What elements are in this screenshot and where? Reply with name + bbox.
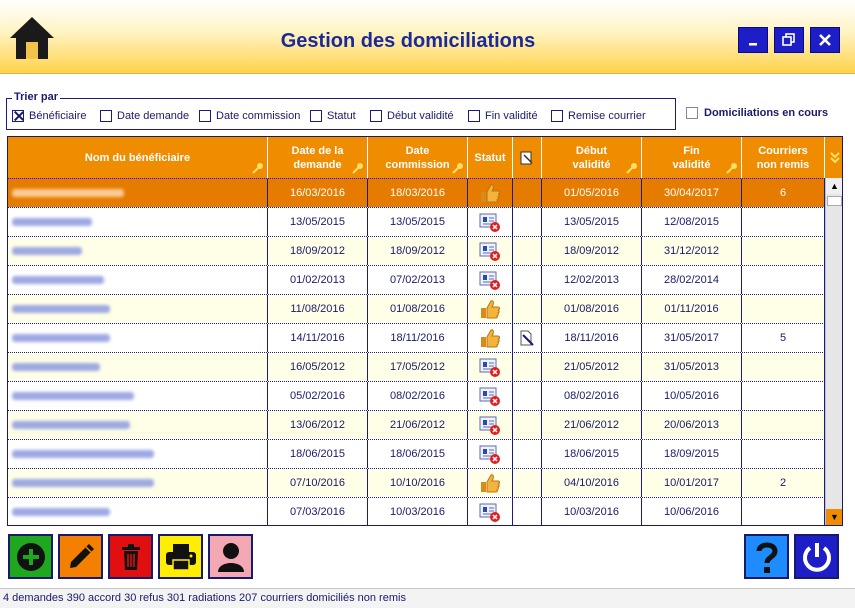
cell-date-demande: 18/09/2012 bbox=[268, 237, 368, 265]
cell-name-redacted bbox=[8, 411, 268, 439]
close-button[interactable] bbox=[810, 27, 840, 53]
col-header-courriers[interactable]: Courriers non remis bbox=[742, 137, 825, 178]
note-cell bbox=[513, 208, 542, 236]
cell-date-demande: 07/10/2016 bbox=[268, 469, 368, 497]
cell-courriers: 2 bbox=[742, 469, 825, 497]
cell-fin: 31/05/2013 bbox=[642, 353, 742, 381]
table-row[interactable] bbox=[8, 265, 825, 294]
cell-name-redacted bbox=[8, 440, 268, 468]
cell-fin: 10/05/2016 bbox=[642, 382, 742, 410]
note-cell bbox=[513, 498, 542, 526]
radiation-icon bbox=[468, 353, 513, 381]
cell-debut: 21/05/2012 bbox=[542, 353, 642, 381]
cell-name-redacted bbox=[8, 469, 268, 497]
cell-name-redacted bbox=[8, 324, 268, 352]
cell-name-redacted bbox=[8, 498, 268, 526]
cell-courriers: 6 bbox=[742, 179, 825, 207]
cell-date-demande: 07/03/2016 bbox=[268, 498, 368, 526]
col-header-statut[interactable]: Statut bbox=[468, 137, 513, 178]
cell-date-commission: 08/02/2016 bbox=[368, 382, 468, 410]
radiation-icon bbox=[468, 440, 513, 468]
cell-debut: 21/06/2012 bbox=[542, 411, 642, 439]
table-row[interactable] bbox=[8, 439, 825, 468]
note-cell bbox=[513, 324, 542, 352]
cell-date-demande: 14/11/2016 bbox=[268, 324, 368, 352]
checkbox[interactable] bbox=[551, 110, 563, 122]
table-row[interactable] bbox=[8, 294, 825, 323]
checkbox[interactable] bbox=[686, 107, 698, 119]
cell-fin: 30/04/2017 bbox=[642, 179, 742, 207]
cell-name-redacted bbox=[8, 295, 268, 323]
cell-debut: 18/06/2015 bbox=[542, 440, 642, 468]
cell-date-commission: 10/03/2016 bbox=[368, 498, 468, 526]
radiation-icon bbox=[468, 411, 513, 439]
table-row[interactable] bbox=[8, 207, 825, 236]
cell-debut: 08/02/2016 bbox=[542, 382, 642, 410]
cell-fin: 10/01/2017 bbox=[642, 469, 742, 497]
sort-option-date-commission[interactable]: Date commission bbox=[199, 110, 300, 122]
minimize-button[interactable] bbox=[738, 27, 768, 53]
cell-date-demande: 05/02/2016 bbox=[268, 382, 368, 410]
cell-debut: 04/10/2016 bbox=[542, 469, 642, 497]
thumbs-up-icon bbox=[468, 179, 513, 207]
domiciliations-table bbox=[7, 136, 843, 526]
thumbs-up-icon bbox=[468, 469, 513, 497]
key-icon bbox=[352, 162, 364, 174]
sort-option-debut-validite[interactable]: Début validité bbox=[370, 110, 454, 122]
cell-date-commission: 10/10/2016 bbox=[368, 469, 468, 497]
cell-date-commission: 07/02/2013 bbox=[368, 266, 468, 294]
cell-debut: 01/08/2016 bbox=[542, 295, 642, 323]
cell-date-demande: 18/06/2015 bbox=[268, 440, 368, 468]
cell-courriers bbox=[742, 382, 825, 410]
note-cell bbox=[513, 469, 542, 497]
checkbox[interactable] bbox=[100, 110, 112, 122]
vertical-scrollbar[interactable] bbox=[825, 178, 843, 526]
print-button[interactable] bbox=[158, 534, 203, 579]
checkbox[interactable] bbox=[12, 110, 24, 122]
col-header-name[interactable]: Nom du bénéficiaire bbox=[8, 137, 268, 178]
scroll-thumb[interactable] bbox=[827, 196, 842, 206]
table-row[interactable] bbox=[8, 352, 825, 381]
cell-courriers bbox=[742, 237, 825, 265]
table-row[interactable] bbox=[8, 497, 825, 526]
cell-date-demande: 16/03/2016 bbox=[268, 179, 368, 207]
cell-date-commission: 18/11/2016 bbox=[368, 324, 468, 352]
cell-courriers bbox=[742, 208, 825, 236]
pencil-icon bbox=[65, 541, 97, 573]
col-header-date-demande[interactable]: Date de la demande bbox=[268, 137, 368, 178]
cell-date-demande: 16/05/2012 bbox=[268, 353, 368, 381]
cell-date-demande: 13/06/2012 bbox=[268, 411, 368, 439]
col-header-fin[interactable]: Fin validité bbox=[642, 137, 742, 178]
cell-debut: 13/05/2015 bbox=[542, 208, 642, 236]
cell-fin: 31/05/2017 bbox=[642, 324, 742, 352]
restore-icon bbox=[781, 32, 797, 48]
cell-courriers: 5 bbox=[742, 324, 825, 352]
radiation-icon bbox=[468, 382, 513, 410]
column-menu-icon[interactable] bbox=[825, 137, 843, 178]
power-icon bbox=[800, 540, 834, 574]
printer-icon bbox=[164, 541, 198, 573]
cell-date-demande: 13/05/2015 bbox=[268, 208, 368, 236]
checkbox[interactable] bbox=[370, 110, 382, 122]
cell-date-demande: 01/02/2013 bbox=[268, 266, 368, 294]
note-cell bbox=[513, 266, 542, 294]
radiation-icon bbox=[468, 237, 513, 265]
scroll-up-button[interactable]: ▲ bbox=[826, 178, 843, 194]
cell-date-demande: 11/08/2016 bbox=[268, 295, 368, 323]
cell-name-redacted bbox=[8, 353, 268, 381]
cell-courriers bbox=[742, 498, 825, 526]
cell-date-commission: 21/06/2012 bbox=[368, 411, 468, 439]
cell-fin: 31/12/2012 bbox=[642, 237, 742, 265]
note-cell bbox=[513, 411, 542, 439]
cell-date-commission: 18/09/2012 bbox=[368, 237, 468, 265]
person-icon bbox=[215, 540, 247, 574]
table-header bbox=[8, 137, 843, 178]
thumbs-up-icon bbox=[468, 295, 513, 323]
note-cell bbox=[513, 179, 542, 207]
restore-button[interactable] bbox=[774, 27, 804, 53]
radiation-icon bbox=[468, 266, 513, 294]
cell-courriers bbox=[742, 440, 825, 468]
beneficiary-button[interactable] bbox=[208, 534, 253, 579]
add-button[interactable] bbox=[8, 534, 53, 579]
plus-circle-icon bbox=[15, 541, 47, 573]
table-row[interactable] bbox=[8, 410, 825, 439]
cell-courriers bbox=[742, 411, 825, 439]
table-row[interactable] bbox=[8, 468, 825, 497]
note-cell bbox=[513, 237, 542, 265]
delete-button[interactable] bbox=[108, 534, 153, 579]
col-header-debut[interactable]: Début validité bbox=[542, 137, 642, 178]
checkbox[interactable] bbox=[310, 110, 322, 122]
close-icon bbox=[817, 32, 833, 48]
sort-option-fin-validite[interactable]: Fin validité bbox=[468, 110, 538, 122]
note-icon bbox=[518, 329, 536, 347]
key-icon bbox=[252, 162, 264, 174]
cell-name-redacted bbox=[8, 179, 268, 207]
cell-date-commission: 17/05/2012 bbox=[368, 353, 468, 381]
minimize-icon bbox=[746, 33, 760, 47]
cell-fin: 20/06/2013 bbox=[642, 411, 742, 439]
cell-fin: 18/09/2015 bbox=[642, 440, 742, 468]
checkbox[interactable] bbox=[468, 110, 480, 122]
power-button[interactable] bbox=[794, 534, 839, 579]
question-mark-icon bbox=[754, 540, 780, 574]
key-icon bbox=[726, 162, 738, 174]
trash-icon bbox=[115, 541, 147, 573]
thumbs-up-icon bbox=[468, 324, 513, 352]
cell-name-redacted bbox=[8, 237, 268, 265]
cell-name-redacted bbox=[8, 266, 268, 294]
scroll-down-button[interactable]: ▼ bbox=[826, 509, 843, 525]
cell-fin: 10/06/2016 bbox=[642, 498, 742, 526]
note-cell bbox=[513, 353, 542, 381]
cell-name-redacted bbox=[8, 382, 268, 410]
edit-button[interactable] bbox=[58, 534, 103, 579]
cell-courriers bbox=[742, 266, 825, 294]
cell-date-commission: 18/03/2016 bbox=[368, 179, 468, 207]
cell-debut: 18/09/2012 bbox=[542, 237, 642, 265]
cell-debut: 01/05/2016 bbox=[542, 179, 642, 207]
cell-debut: 12/02/2013 bbox=[542, 266, 642, 294]
cell-date-commission: 01/08/2016 bbox=[368, 295, 468, 323]
note-cell bbox=[513, 440, 542, 468]
note-icon bbox=[520, 151, 534, 165]
table-row[interactable] bbox=[8, 323, 825, 352]
sort-option-beneficiaire[interactable]: Bénéficiaire bbox=[12, 110, 86, 122]
cell-courriers bbox=[742, 295, 825, 323]
sort-option-statut[interactable]: Statut bbox=[310, 110, 356, 122]
sort-legend: Trier par bbox=[14, 91, 59, 103]
status-bar: 4 demandes 390 accord 30 refus 301 radiations 207 courriers domiciliés non remis bbox=[0, 588, 855, 608]
cell-fin: 01/11/2016 bbox=[642, 295, 742, 323]
note-cell bbox=[513, 382, 542, 410]
cell-date-commission: 13/05/2015 bbox=[368, 208, 468, 236]
key-icon bbox=[626, 162, 638, 174]
col-header-date-commission[interactable]: Date commission bbox=[368, 137, 468, 178]
cell-fin: 12/08/2015 bbox=[642, 208, 742, 236]
filter-en-cours[interactable]: Domiciliations en cours bbox=[686, 107, 828, 119]
window-title: Gestion des domiciliations bbox=[280, 30, 536, 52]
cell-debut: 18/11/2016 bbox=[542, 324, 642, 352]
sort-option-remise-courrier[interactable]: Remise courrier bbox=[551, 110, 646, 122]
table-row[interactable] bbox=[8, 381, 825, 410]
cell-fin: 28/02/2014 bbox=[642, 266, 742, 294]
help-button[interactable] bbox=[744, 534, 789, 579]
cell-courriers bbox=[742, 353, 825, 381]
table-row[interactable] bbox=[8, 178, 825, 207]
sort-option-date-demande[interactable]: Date demande bbox=[100, 110, 189, 122]
note-cell bbox=[513, 295, 542, 323]
key-icon bbox=[452, 162, 464, 174]
radiation-icon bbox=[468, 498, 513, 526]
table-row[interactable] bbox=[8, 236, 825, 265]
cell-date-commission: 18/06/2015 bbox=[368, 440, 468, 468]
cell-name-redacted bbox=[8, 208, 268, 236]
col-header-note[interactable] bbox=[513, 137, 542, 178]
radiation-icon bbox=[468, 208, 513, 236]
title-bar bbox=[0, 0, 855, 74]
checkbox[interactable] bbox=[199, 110, 211, 122]
cell-debut: 10/03/2016 bbox=[542, 498, 642, 526]
